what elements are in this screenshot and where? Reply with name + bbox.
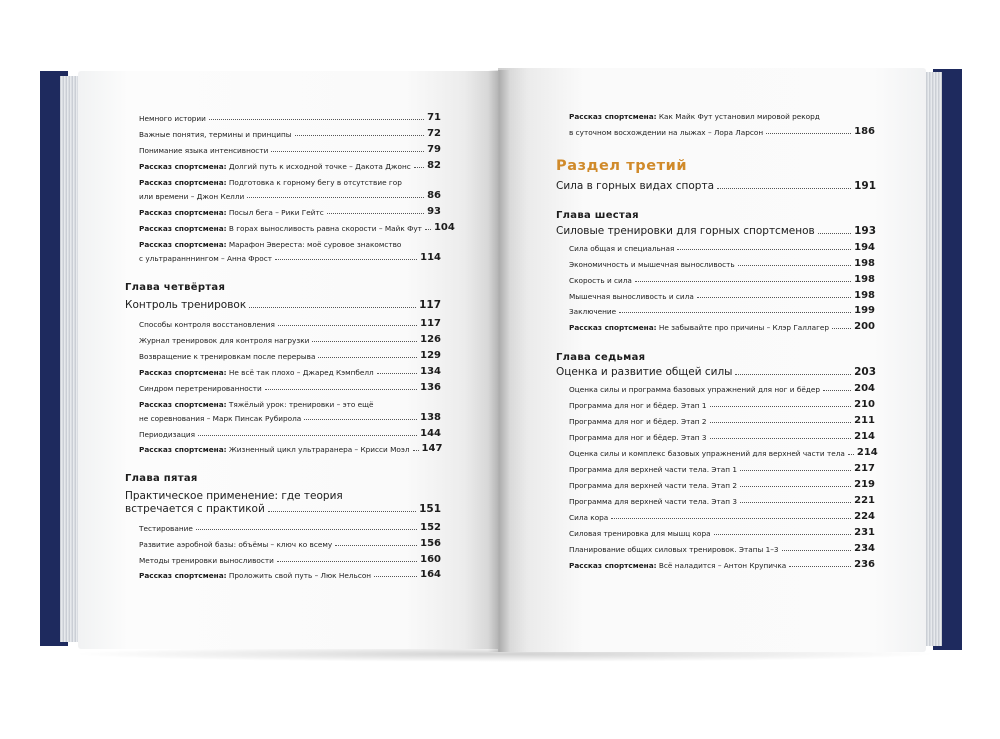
toc-entry: Рассказ спортсмена: Всё наладится – Антон Крупичка 236 bbox=[569, 559, 875, 570]
toc-entry: Экономичность и мышечная выносливость 198 bbox=[569, 258, 875, 269]
toc-entry: Заключение 199 bbox=[569, 305, 875, 316]
section-3-title: Раздел третий bbox=[556, 158, 688, 174]
toc-entry-line1: Рассказ спортсмена: Марафон Эвереста: моё суровое знакомство bbox=[139, 240, 402, 249]
toc-entry: Рассказ спортсмена: Проложить свой путь – Люк Нельсон 164 bbox=[139, 569, 441, 580]
toc-entry: или времени – Джон Келли 86 bbox=[139, 190, 441, 201]
toc-entry: Оценка силы и комплекс базовых упражнений для верхней части тела 214 bbox=[569, 447, 878, 458]
toc-entry: в суточном восхождении на лыжах – Лора Ларсон 186 bbox=[569, 126, 875, 137]
chapter-4-label: Глава четвёртая bbox=[125, 282, 226, 293]
chapter-4-title: Контроль тренировок 117 bbox=[125, 299, 441, 311]
chapter-7-label: Глава седьмая bbox=[556, 352, 646, 363]
toc-entry: Тестирование 152 bbox=[139, 522, 441, 533]
toc-entry: Сила кора 224 bbox=[569, 511, 875, 522]
chapter-5-label: Глава пятая bbox=[125, 473, 198, 484]
toc-entry: Синдром перетренированности 136 bbox=[139, 382, 441, 393]
toc-entry: Программа для ног и бёдер. Этап 3 214 bbox=[569, 431, 875, 442]
toc-entry: Понимание языка интенсивности 79 bbox=[139, 144, 441, 155]
toc-entry-line1: Рассказ спортсмена: Подготовка к горному бегу в отсутствие гор bbox=[139, 178, 402, 187]
toc-entry: Силовая тренировка для мышц кора 231 bbox=[569, 527, 875, 538]
toc-entry: Развитие аэробной базы: объёмы – ключ ко всему 156 bbox=[139, 538, 441, 549]
chapter-5-title-line1: Практическое применение: где теория bbox=[125, 490, 343, 502]
chapter-6-title: Силовые тренировки для горных спортсменов 193 bbox=[556, 225, 876, 237]
chapter-6-label: Глава шестая bbox=[556, 210, 639, 221]
toc-entry: Программа для верхней части тела. Этап 1 217 bbox=[569, 463, 875, 474]
chapter-7-title: Оценка и развитие общей силы 203 bbox=[556, 366, 876, 378]
spine-shadow bbox=[488, 70, 510, 652]
toc-entry: Программа для ног и бёдер. Этап 1 210 bbox=[569, 399, 875, 410]
toc-entry: Важные понятия, термины и принципы 72 bbox=[139, 128, 441, 139]
toc-entry: Методы тренировки выносливости 160 bbox=[139, 554, 441, 565]
toc-entry: Планирование общих силовых тренировок. Этапы 1–3 234 bbox=[569, 543, 875, 554]
toc-entry: не соревнования – Марк Пинсак Рубирола 138 bbox=[139, 412, 441, 423]
toc-entry: Программа для верхней части тела. Этап 2 219 bbox=[569, 479, 875, 490]
toc-entry: Рассказ спортсмена: В горах выносливость равна скорости – Майк Фут 104 bbox=[139, 222, 455, 233]
toc-entry: Программа для ног и бёдер. Этап 2 211 bbox=[569, 415, 875, 426]
toc-entry: Оценка силы и программа базовых упражнений для ног и бёдер 204 bbox=[569, 383, 875, 394]
toc-entry: Периодизация 144 bbox=[139, 428, 441, 439]
chapter-5-title: встречается с практикой 151 bbox=[125, 503, 441, 515]
toc-entry: Способы контроля восстановления 117 bbox=[139, 318, 441, 329]
toc-entry: Мышечная выносливость и сила 198 bbox=[569, 290, 875, 301]
section-3-subtitle: Сила в горных видах спорта 191 bbox=[556, 180, 876, 192]
toc-entry: Рассказ спортсмена: Долгий путь к исходной точке – Дакота Джонс 82 bbox=[139, 160, 441, 171]
toc-entry: Сила общая и специальная 194 bbox=[569, 242, 875, 253]
toc-entry: Рассказ спортсмена: Посыл бега – Рики Гейтс 93 bbox=[139, 206, 441, 217]
toc-entry: Скорость и сила 198 bbox=[569, 274, 875, 285]
toc-entry: Журнал тренировок для контроля нагрузки 126 bbox=[139, 334, 441, 345]
toc-entry: с ультраранннингом – Анна Фрост 114 bbox=[139, 252, 441, 263]
toc-entry: Рассказ спортсмена: Жизненный цикл ультраранера – Крисси Моэл 147 bbox=[139, 443, 443, 454]
toc-entry: Немного истории 71 bbox=[139, 112, 441, 123]
toc-entry-line1: Рассказ спортсмена: Как Майк Фут установил мировой рекорд bbox=[569, 112, 820, 121]
toc-entry: Программа для верхней части тела. Этап 3 221 bbox=[569, 495, 875, 506]
toc-entry: Возвращение к тренировкам после перерыва 129 bbox=[139, 350, 441, 361]
toc-entry-line1: Рассказ спортсмена: Тяжёлый урок: тренировки – это ещё bbox=[139, 400, 374, 409]
toc-entry: Рассказ спортсмена: Не забывайте про причины – Клэр Галлагер 200 bbox=[569, 321, 875, 332]
toc-entry: Рассказ спортсмена: Не всё так плохо – Джаред Кэмпбелл 134 bbox=[139, 366, 441, 377]
